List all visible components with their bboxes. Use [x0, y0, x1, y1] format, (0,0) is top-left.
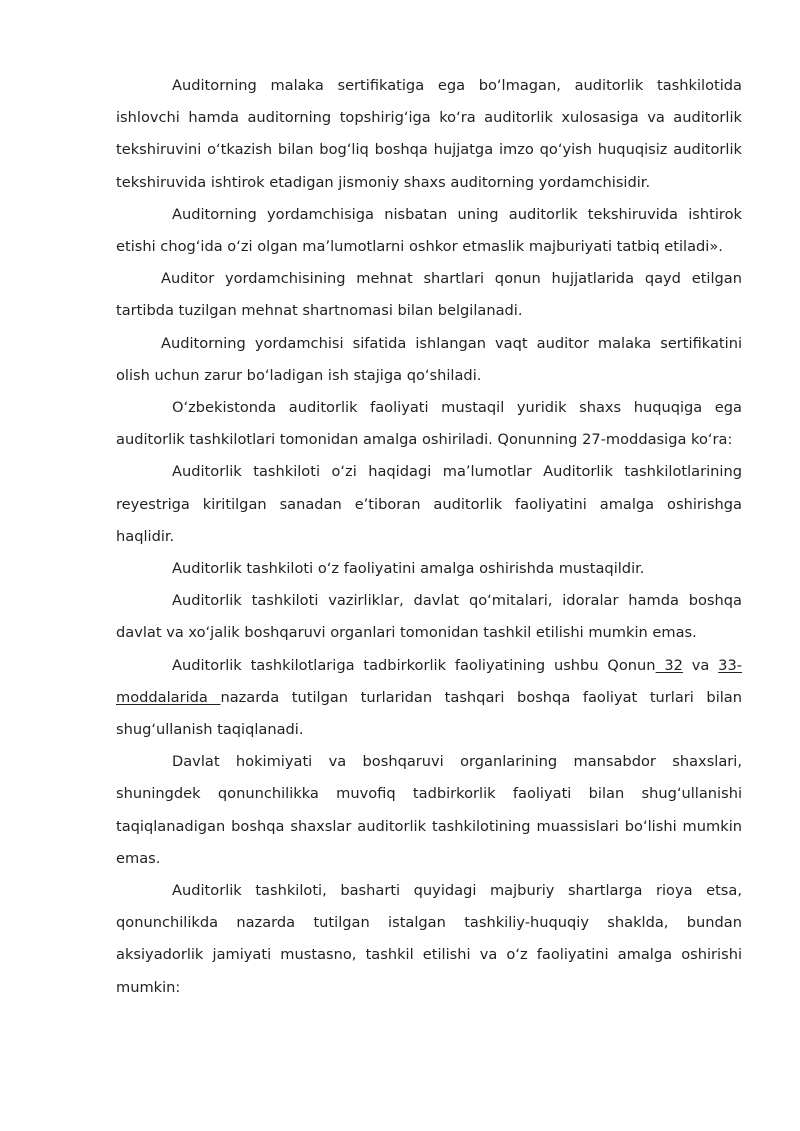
- paragraph-9-text-middle: va: [682, 656, 719, 674]
- paragraph-8: Auditorlik tashkiloti vazirliklar, davlat qo‘mitalari, idoralar hamda boshqa davlat va xo‘jalik boshqaruvi organlari tomonidan tashkil etilishi mumkin emas.: [116, 592, 742, 642]
- paragraph-2: Auditorning yordamchisiga nisbatan uning auditorlik tekshiruvida ishtirok etishi chog‘ida o‘zi olgan ma’lumotlarni oshkor etmaslik majburiyati tatbiq etiladi».: [116, 205, 742, 256]
- paragraph-4: Auditorning yordamchisi sifatida ishlangan vaqt auditor malaka sertifikatini olish uchun zarur bo‘ladigan ish stajiga qo‘shiladi.: [116, 334, 742, 384]
- paragraph-1: Auditorning malaka sertifikatiga ega bo‘lmagan, auditorlik tashkilotida ishlovchi hamda auditorning topshirig‘iga ko‘ra auditorlik xulosasiga va auditorlik tekshiruvini o‘tkazish bilan bog‘liq boshqa hujjatga imzo qo‘yish huquqisiz auditorlik tekshiruvida ishtirok etadigan jismoniy shaxs auditorning yordamchisidir.: [116, 77, 742, 191]
- paragraph-6: Auditorlik tashkiloti o‘zi haqidagi ma’lumotlar Auditorlik tashkilotlarining reyestriga kiritilgan sanadan e’tiboran auditorlik faoliyatini amalga oshirishga haqlidir.: [116, 463, 742, 545]
- article-32-link[interactable]: 32: [655, 656, 683, 674]
- paragraph-10: Davlat hokimiyati va boshqaruvi organlarining mansabdor shaxslari, shuningdek qonunchilikka muvofiq tadbirkorlik faoliyati bilan shug‘ullanishi taqiqlanadigan boshqa shaxslar auditorlik tashkilotining muassislari bo‘lishi mumkin emas.: [116, 753, 742, 867]
- paragraph-5: O‘zbekistonda auditorlik faoliyati mustaqil yuridik shaxs huquqiga ega auditorlik tashkilotlari tomonidan amalga oshiriladi. Qonunning 27-moddasiga ko‘ra:: [116, 399, 742, 449]
- paragraph-3: Auditor yordamchisining mehnat shartlari qonun hujjatlarida qayd etilgan tartibda tuzilgan mehnat shartnomasi bilan belgilanadi.: [116, 270, 742, 320]
- paragraph-9: [116, 650, 742, 747]
- paragraph-11: Auditorlik tashkiloti, basharti quyidagi majburiy shartlarga rioya etsa, qonunchilikda nazarda tutilgan istalgan tashkiliy-huquqiy shaklda, bundan aksiyadorlik jamiyati mustasno, tashkil etilishi va o‘z faoliyatini amalga oshirishi mumkin:: [116, 882, 742, 996]
- paragraph-9-text-after: nazarda tutilgan turlaridan tashqari boshqa faoliyat turlari bilan shug‘ullanish taqiqlanadi.: [116, 688, 742, 739]
- article-33-link[interactable]: 33-moddalarida: [116, 656, 743, 706]
- paragraph-7: Auditorlik tashkiloti o‘z faoliyatini amalga oshirishda mustaqildir.: [172, 560, 645, 578]
- paragraph-9-text-before: Auditorlik tashkilotlariga tadbirkorlik faoliyatining ushbu Qonun: [172, 656, 656, 674]
